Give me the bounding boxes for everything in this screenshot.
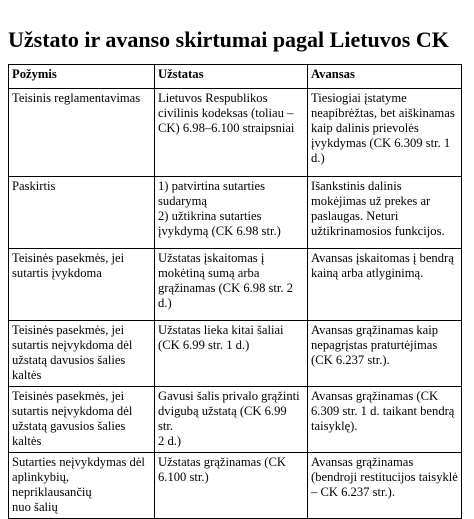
cell-line: nepagrįstas praturtėjimas	[311, 338, 438, 352]
cell-line: taisyklę).	[311, 419, 358, 433]
cell-line: sudarymą	[158, 194, 207, 208]
cell-advance	[308, 89, 462, 177]
cell-line: Avansas grąžinamas	[311, 455, 414, 469]
cell-deposit	[155, 453, 308, 519]
cell-advance	[308, 177, 462, 249]
cell-line: d.)	[158, 296, 172, 310]
cell-line: Avansas grąžinamas kaip	[311, 323, 439, 337]
cell-line: Teisinės pasekmės, jei	[12, 389, 125, 403]
cell-feature	[9, 321, 155, 387]
cell-line: CK) 6.98–6.100 straipsniai	[158, 121, 295, 135]
table-row	[9, 89, 462, 177]
cell-advance	[308, 387, 462, 453]
header-feature: Požymis	[9, 65, 155, 89]
cell-deposit	[155, 387, 308, 453]
cell-line: (CK 6.99 str. 1 d.)	[158, 338, 250, 352]
cell-feature	[9, 453, 155, 519]
cell-feature	[9, 177, 155, 249]
cell-line: įvykdymas (CK 6.309 str. 1	[311, 136, 451, 150]
cell-line: Tiesiogiai įstatyme	[311, 91, 407, 105]
cell-line: mokėjimas už prekes ar	[311, 194, 431, 208]
cell-line: Užstatas grąžinamas (CK	[158, 455, 286, 469]
cell-line: 1) patvirtina sutarties	[158, 179, 266, 193]
cell-line: sutartis neįvykdoma dėl	[12, 338, 133, 352]
comparison-table	[8, 64, 462, 519]
document-title: Užstato ir avanso skirtumai pagal Lietuvos CK	[8, 27, 449, 52]
cell-line: įvykdymą (CK 6.98 str.)	[158, 224, 281, 238]
cell-line: Užstatas lieka kitai šaliai	[158, 323, 284, 337]
cell-line: grąžinamas (CK 6.98 str. 2	[158, 281, 294, 295]
cell-feature	[9, 387, 155, 453]
cell-feature	[9, 89, 155, 177]
cell-line: (CK 6.237 str.).	[311, 353, 390, 367]
cell-line: 2) užtikrina sutarties	[158, 209, 262, 223]
cell-advance	[308, 249, 462, 321]
cell-line: Užstatas įskaitomas į	[158, 251, 265, 265]
cell-line: Išankstinis dalinis	[311, 179, 402, 193]
cell-line: užtikrinamosios funkcijos.	[311, 224, 445, 238]
table-row	[9, 321, 462, 387]
cell-line: neapibrėžtas, bet aiškinamas	[311, 106, 455, 120]
cell-line: užstatą gavusios šalies kaltės	[12, 419, 126, 448]
cell-line: Avansas įskaitomas į bendrą	[311, 251, 454, 265]
cell-line: 6.100 str.)	[158, 470, 209, 484]
cell-feature-text: Teisinis reglamentavimas	[12, 91, 141, 105]
cell-line: (bendroji restitucijos taisyklė	[311, 470, 458, 484]
cell-line: 2 d.)	[158, 434, 182, 448]
header-deposit: Užstatas	[155, 65, 308, 89]
table-row	[9, 177, 462, 249]
cell-feature-text: Paskirtis	[12, 179, 56, 193]
header-advance: Avansas	[308, 65, 462, 89]
cell-line: aplinkybių, nepriklausančių	[12, 470, 92, 499]
cell-line: sutartis neįvykdoma dėl	[12, 404, 133, 418]
cell-line: mokėtiną sumą arba	[158, 266, 260, 280]
table-header-row	[9, 65, 462, 89]
cell-line: sutartis įvykdoma	[12, 266, 102, 280]
cell-line: paslaugas. Neturi	[311, 209, 399, 223]
cell-line: Lietuvos Respublikos	[158, 91, 268, 105]
table-row	[9, 249, 462, 321]
cell-deposit	[155, 321, 308, 387]
cell-deposit	[155, 89, 308, 177]
cell-line: – CK 6.237 str.).	[311, 485, 395, 499]
cell-line: dvigubą užstatą (CK 6.99 str.	[158, 404, 287, 433]
table-row	[9, 387, 462, 453]
cell-line: Avansas grąžinamas (CK	[311, 389, 439, 403]
cell-line: nuo šalių	[12, 500, 58, 514]
cell-deposit	[155, 249, 308, 321]
cell-line: užstatą davusios šalies kaltės	[12, 353, 126, 382]
cell-line: kaip dalinis prievolės	[311, 121, 419, 135]
cell-line: Teisinės pasekmės, jei	[12, 323, 125, 337]
cell-deposit	[155, 177, 308, 249]
cell-line: kainą arba atlyginimą.	[311, 266, 424, 280]
cell-line: Gavusi šalis privalo grąžinti	[158, 389, 300, 403]
cell-feature	[9, 249, 155, 321]
cell-line: Sutarties neįvykdymas dėl	[12, 455, 145, 469]
cell-line: d.)	[311, 151, 325, 165]
table-row	[9, 453, 462, 519]
cell-line: civilinis kodeksas (toliau –	[158, 106, 294, 120]
cell-line: Teisinės pasekmės, jei	[12, 251, 125, 265]
cell-advance	[308, 321, 462, 387]
cell-advance	[308, 453, 462, 519]
cell-line: 6.309 str. 1 d. taikant bendrą	[311, 404, 455, 418]
